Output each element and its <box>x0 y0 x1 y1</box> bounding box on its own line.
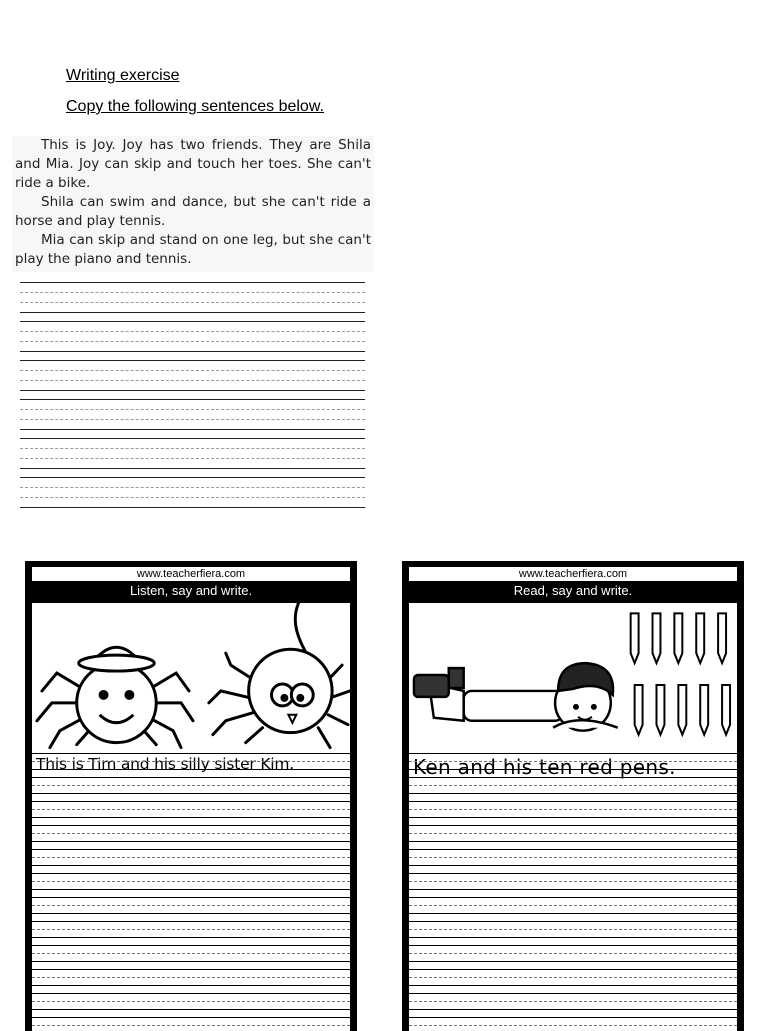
worksheet-instruction: Copy the following sentences below. <box>66 98 324 115</box>
ruled-line <box>409 849 737 850</box>
ruled-line <box>32 905 350 906</box>
ruled-line <box>409 833 737 834</box>
card-instruction: Read, say and write. <box>513 583 633 598</box>
ruled-line <box>32 929 350 930</box>
ruled-line <box>409 785 737 786</box>
passage-paragraph: This is Joy. Joy has two friends. They are Shila and Mia. Joy can skip and touch her toes. She can't ride a bike. <box>15 137 371 191</box>
ruled-line <box>409 937 737 938</box>
ruled-line <box>32 857 350 858</box>
ruled-line <box>32 849 350 850</box>
ruled-line <box>409 1025 737 1026</box>
card-url: www.teacherfiera.com <box>32 567 350 581</box>
ruled-line <box>32 1017 350 1018</box>
ruled-line <box>409 865 737 866</box>
ruled-line <box>32 817 350 818</box>
ruled-line <box>20 380 365 381</box>
card-url: www.teacherfiera.com <box>409 567 737 581</box>
ruled-line <box>32 801 350 802</box>
ruled-line <box>20 448 365 449</box>
ruled-line <box>20 487 365 488</box>
ruled-line <box>32 961 350 962</box>
ruled-line <box>20 302 365 303</box>
ruled-line <box>409 873 737 874</box>
ruled-line <box>409 809 737 810</box>
ruled-line <box>32 897 350 898</box>
ruled-line <box>20 409 365 410</box>
ruled-line <box>409 857 737 858</box>
ruled-line <box>409 1017 737 1018</box>
passage-paragraph: Mia can skip and stand on one leg, but she can't play the piano and tennis. <box>15 232 371 267</box>
ruled-line <box>20 351 365 352</box>
ruled-line <box>32 977 350 978</box>
card-caption: This is Tim and his silly sister Kim. <box>36 755 295 773</box>
ruled-line <box>409 889 737 890</box>
ruled-line <box>409 961 737 962</box>
ruled-line <box>32 969 350 970</box>
ruled-line <box>32 841 350 842</box>
ruled-line <box>32 889 350 890</box>
ruled-line <box>32 777 350 778</box>
ruled-line <box>32 833 350 834</box>
handwriting-lines <box>409 753 737 1031</box>
ruled-line <box>20 282 365 283</box>
worksheet-card-right <box>402 561 744 1031</box>
ruled-line <box>409 1001 737 1002</box>
ruled-line <box>409 977 737 978</box>
ruled-line <box>409 761 737 762</box>
ruled-line <box>409 753 737 754</box>
ruled-line <box>32 1025 350 1026</box>
ruled-line <box>409 905 737 906</box>
ruled-line <box>32 761 350 762</box>
ruled-line <box>20 507 365 508</box>
ruled-line <box>409 969 737 970</box>
ruled-line <box>32 921 350 922</box>
handwriting-lines <box>20 282 365 514</box>
ruled-line <box>20 497 365 498</box>
ruled-line <box>32 865 350 866</box>
ruled-line <box>409 841 737 842</box>
ruled-line <box>20 419 365 420</box>
worksheet-card-left <box>25 561 357 1031</box>
ruled-line <box>20 458 365 459</box>
ruled-line <box>32 937 350 938</box>
ruled-line <box>409 913 737 914</box>
reading-passage <box>12 136 374 272</box>
ruled-line <box>32 753 350 754</box>
ruled-line <box>409 777 737 778</box>
ruled-line <box>20 292 365 293</box>
ruled-line <box>32 873 350 874</box>
ruled-line <box>20 312 365 313</box>
ruled-line <box>409 993 737 994</box>
ruled-line <box>20 438 365 439</box>
ruled-line <box>32 809 350 810</box>
ruled-line <box>32 793 350 794</box>
ruled-line <box>409 897 737 898</box>
ruled-line <box>20 331 365 332</box>
ruled-line <box>409 801 737 802</box>
ruled-line <box>409 769 737 770</box>
ruled-line <box>20 341 365 342</box>
ruled-line <box>32 1001 350 1002</box>
ruled-line <box>32 1009 350 1010</box>
ruled-line <box>409 985 737 986</box>
ruled-line <box>32 881 350 882</box>
ruled-line <box>32 945 350 946</box>
ruled-line <box>20 468 365 469</box>
handwriting-lines <box>32 753 350 1031</box>
ruled-line <box>409 817 737 818</box>
ruled-line <box>32 769 350 770</box>
ruled-line <box>20 429 365 430</box>
ruled-line <box>20 321 365 322</box>
ruled-line <box>409 793 737 794</box>
passage-paragraph: Shila can swim and dance, but she can't ride a horse and play tennis. <box>15 194 371 229</box>
ruled-line <box>32 913 350 914</box>
ruled-line <box>20 390 365 391</box>
card-instruction: Listen, say and write. <box>129 583 253 598</box>
ruled-line <box>409 921 737 922</box>
ruled-line <box>409 953 737 954</box>
ruled-line <box>32 825 350 826</box>
worksheet-title: Writing exercise <box>66 67 180 84</box>
ruled-line <box>409 929 737 930</box>
ruled-line <box>20 360 365 361</box>
card-caption: Ken and his ten red pens. <box>413 755 676 779</box>
ruled-line <box>409 825 737 826</box>
ruled-line <box>32 785 350 786</box>
ruled-line <box>409 945 737 946</box>
ruled-line <box>32 953 350 954</box>
ruled-line <box>20 477 365 478</box>
two-spiders-icon <box>32 603 350 758</box>
ruled-line <box>32 993 350 994</box>
boy-with-pens-icon <box>409 603 737 758</box>
ruled-line <box>20 370 365 371</box>
ruled-line <box>409 881 737 882</box>
ruled-line <box>32 985 350 986</box>
ruled-line <box>20 399 365 400</box>
ruled-line <box>409 1009 737 1010</box>
